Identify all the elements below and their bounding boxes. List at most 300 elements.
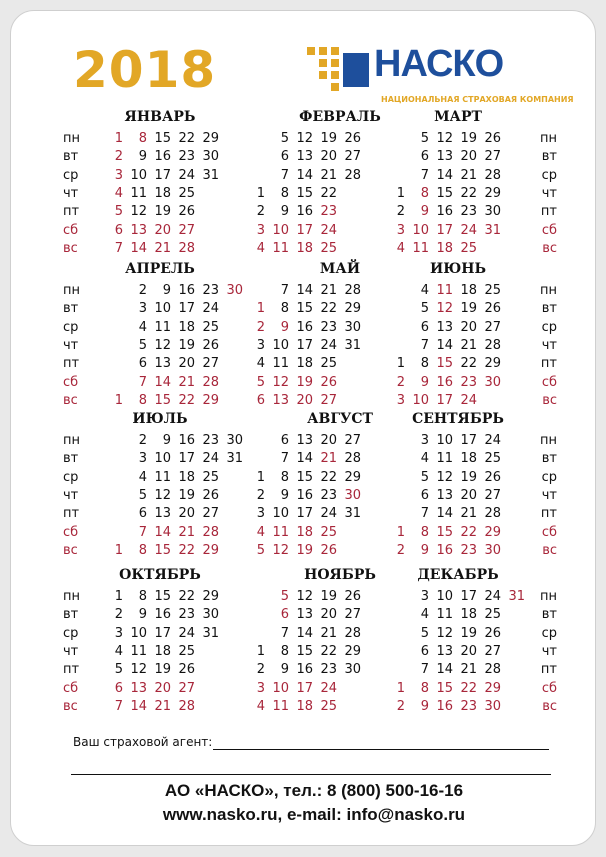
calendar-day: 23 [178,607,195,623]
calendar-day: 28 [178,698,195,714]
calendar-day: 2 [256,487,265,503]
calendar-day: 11 [272,698,289,714]
calendar-day: 23 [460,204,477,220]
weekday-label: сб [63,524,79,540]
calendar-day: 31 [202,625,219,641]
calendar-day: 30 [484,542,501,558]
calendar-day: 13 [296,433,313,448]
calendar-day: 10 [272,222,289,238]
weekday-label: пн [540,433,557,448]
calendar-day: 12 [436,625,453,641]
calendar-day: 21 [320,283,337,298]
calendar-day: 15 [154,589,171,604]
weekday-label: чт [541,185,557,201]
calendar-day: 22 [178,589,195,604]
calendar-day: 14 [130,698,147,714]
calendar-day: 14 [154,524,171,540]
calendar-day: 2 [138,283,147,298]
calendar-day: 29 [344,469,361,485]
calendar-day: 2 [396,698,405,714]
calendar-day: 11 [154,319,171,335]
calendar-day: 1 [396,356,405,372]
calendar-day: 22 [460,185,477,201]
calendar-day: 25 [484,607,501,623]
calendar-day: 15 [154,542,171,558]
calendar-day: 10 [272,506,289,522]
calendar-day: 30 [344,319,361,335]
calendar-day: 15 [296,643,313,659]
calendar-day: 4 [114,643,123,659]
month-name: НОЯБРЬ [304,567,376,583]
weekday-label: вс [542,698,557,714]
calendar-day: 18 [296,698,313,714]
month-name: АВГУСТ [307,411,373,427]
calendar-day: 29 [484,680,501,696]
calendar-day: 17 [178,451,195,467]
calendar-day: 2 [396,204,405,220]
calendar-day: 31 [484,222,501,238]
weekday-label: вт [541,607,557,623]
calendar-day: 22 [178,392,195,408]
calendar-day: 15 [296,301,313,317]
calendar-day: 10 [272,337,289,353]
calendar-day: 13 [436,319,453,335]
weekday-label: ср [63,469,79,485]
weekday-label: вс [542,392,557,408]
year-title: 2018 [73,41,217,99]
calendar-day: 17 [296,680,313,696]
calendar-day: 19 [296,542,313,558]
weekday-label: вт [541,149,557,165]
weekday-label: чт [63,487,79,503]
calendar-day: 3 [396,392,405,408]
calendar-day: 8 [280,469,289,485]
calendar-day: 14 [296,283,313,298]
calendar-day: 13 [436,487,453,503]
calendar-day: 1 [396,524,405,540]
calendar-day: 26 [484,131,501,146]
calendar-day: 4 [256,698,265,714]
calendar-day: 26 [484,301,501,317]
calendar-day: 8 [138,392,147,408]
calendar-day: 5 [420,469,429,485]
calendar-day: 24 [320,222,337,238]
calendar-day: 13 [130,680,147,696]
calendar-day: 18 [296,524,313,540]
calendar-day: 28 [484,662,501,678]
calendar-day: 6 [280,149,289,165]
calendar-day: 6 [280,433,289,448]
calendar-day: 13 [296,607,313,623]
weekday-label: вс [63,698,78,714]
weekday-label: пн [540,589,557,604]
calendar-day: 16 [178,283,195,298]
calendar-day: 6 [420,149,429,165]
calendar-day: 5 [114,662,123,678]
weekday-label: сб [63,222,79,238]
calendar-day: 12 [296,589,313,604]
agent-signature-line [213,749,549,750]
calendar-day: 22 [320,301,337,317]
calendar-day: 21 [460,506,477,522]
calendar-day: 20 [460,643,477,659]
calendar-day: 10 [412,222,429,238]
calendar-day: 2 [114,149,123,165]
month-block [383,109,558,259]
calendar-day: 9 [420,542,429,558]
calendar-day: 6 [256,392,265,408]
weekday-label: пт [63,356,80,372]
calendar-day: 13 [436,149,453,165]
calendar-day: 28 [484,506,501,522]
calendar-day: 30 [344,487,361,503]
calendar-day: 29 [344,643,361,659]
month-block [63,411,243,561]
calendar-day: 30 [226,283,243,298]
weekday-label: пт [63,662,80,678]
weekday-label: чт [541,487,557,503]
calendar-day: 20 [460,487,477,503]
calendar-day: 17 [154,167,171,183]
month-name: ДЕКАБРЬ [417,567,499,583]
weekday-label: ср [63,625,79,641]
calendar-day: 29 [484,524,501,540]
calendar-day: 10 [130,167,147,183]
calendar-day: 13 [154,356,171,372]
calendar-day: 9 [280,319,289,335]
calendar-day: 28 [344,625,361,641]
calendar-day: 23 [460,542,477,558]
calendar-day: 13 [272,392,289,408]
calendar-day: 21 [460,167,477,183]
calendar-day: 27 [202,506,219,522]
month-block [63,109,238,259]
calendar-day: 17 [436,222,453,238]
calendar-day: 25 [178,185,195,201]
calendar-day: 23 [202,283,219,298]
calendar-day: 19 [178,337,195,353]
calendar-day: 10 [412,392,429,408]
calendar-day: 2 [256,319,265,335]
calendar-day: 5 [280,131,289,146]
calendar-day: 3 [396,222,405,238]
calendar-day: 6 [420,643,429,659]
calendar-day: 7 [420,506,429,522]
calendar-day: 29 [484,356,501,372]
calendar-day: 25 [320,240,337,256]
calendar-day: 28 [484,167,501,183]
calendar-day: 24 [320,506,337,522]
calendar-day: 19 [154,204,171,220]
calendar-day: 1 [114,131,123,146]
calendar-day: 1 [256,469,265,485]
calendar-day: 1 [256,185,265,201]
calendar-day: 17 [178,301,195,317]
calendar-day: 24 [460,222,477,238]
calendar-day: 21 [320,167,337,183]
calendar-day: 3 [138,301,147,317]
calendar-day: 23 [202,433,219,448]
calendar-day: 8 [420,680,429,696]
calendar-day: 1 [396,680,405,696]
calendar-day: 20 [178,356,195,372]
calendar-day: 21 [320,451,337,467]
calendar-day: 5 [280,589,289,604]
calendar-day: 2 [396,374,405,390]
weekday-label: вс [63,240,78,256]
calendar-card [10,10,596,846]
calendar-day: 18 [296,356,313,372]
calendar-day: 15 [436,185,453,201]
weekday-label: ср [541,167,557,183]
calendar-day: 15 [154,131,171,146]
calendar-day: 20 [460,149,477,165]
calendar-day: 3 [114,625,123,641]
calendar-day: 12 [272,374,289,390]
calendar-day: 5 [256,542,265,558]
calendar-day: 6 [280,607,289,623]
calendar-day: 28 [344,167,361,183]
calendar-day: 8 [138,131,147,146]
calendar-day: 11 [272,240,289,256]
calendar-day: 18 [436,240,453,256]
calendar-day: 3 [420,433,429,448]
calendar-day: 27 [178,680,195,696]
month-name: ИЮНЬ [429,261,487,277]
calendar-day: 16 [436,542,453,558]
calendar-day: 7 [420,662,429,678]
weekday-label: вт [541,301,557,317]
weekday-label: пн [63,131,80,146]
calendar-day: 15 [296,185,313,201]
calendar-day: 25 [484,283,501,298]
calendar-day: 21 [154,698,171,714]
month-name: ЯНВАРЬ [124,109,196,125]
calendar-day: 17 [296,337,313,353]
calendar-day: 3 [256,680,265,696]
calendar-day: 12 [436,131,453,146]
calendar-day: 20 [154,680,171,696]
weekday-label: сб [541,374,557,390]
calendar-day: 14 [296,167,313,183]
calendar-day: 27 [484,487,501,503]
calendar-day: 1 [114,542,123,558]
calendar-day: 30 [484,204,501,220]
calendar-day: 8 [420,185,429,201]
calendar-day: 25 [484,451,501,467]
calendar-day: 17 [154,625,171,641]
calendar-day: 26 [320,374,337,390]
calendar-day: 14 [436,337,453,353]
calendar-day: 24 [484,433,501,448]
calendar-day: 6 [420,487,429,503]
calendar-day: 23 [320,319,337,335]
calendar-day: 8 [280,185,289,201]
calendar-day: 18 [178,469,195,485]
calendar-day: 3 [256,222,265,238]
calendar-day: 29 [344,301,361,317]
calendar-day: 10 [154,451,171,467]
calendar-day: 30 [484,374,501,390]
month-name: ОКТЯБРЬ [119,567,201,583]
calendar-day: 31 [344,506,361,522]
calendar-day: 11 [436,283,453,298]
calendar-day: 13 [436,643,453,659]
calendar-day: 10 [436,433,453,448]
calendar-day: 17 [296,222,313,238]
calendar-day: 9 [162,433,171,448]
weekday-label: пн [63,283,80,298]
calendar-day: 11 [436,607,453,623]
calendar-day: 24 [460,392,477,408]
calendar-day: 3 [256,337,265,353]
calendar-day: 7 [280,167,289,183]
calendar-day: 23 [320,487,337,503]
calendar-day: 2 [396,542,405,558]
weekday-label: пн [540,131,557,146]
calendar-day: 20 [178,506,195,522]
calendar-day: 17 [436,392,453,408]
calendar-day: 3 [114,167,123,183]
month-block [383,261,558,411]
calendar-day: 1 [256,301,265,317]
calendar-day: 20 [154,222,171,238]
calendar-day: 20 [320,607,337,623]
calendar-day: 7 [420,337,429,353]
calendar-day: 16 [296,662,313,678]
weekday-label: чт [63,337,79,353]
calendar-day: 12 [436,301,453,317]
weekday-label: чт [541,643,557,659]
calendar-day: 14 [436,167,453,183]
calendar-day: 3 [138,451,147,467]
calendar-day: 22 [460,524,477,540]
calendar-day: 29 [202,542,219,558]
agent-label: Ваш страховой агент: [73,735,213,749]
calendar-day: 4 [420,283,429,298]
calendar-day: 20 [296,392,313,408]
calendar-day: 25 [320,356,337,372]
calendar-day: 14 [436,662,453,678]
calendar-day: 26 [344,131,361,146]
calendar-day: 12 [296,131,313,146]
calendar-day: 4 [138,319,147,335]
weekday-label: сб [541,524,557,540]
calendar-day: 6 [114,222,123,238]
calendar-day: 9 [280,487,289,503]
calendar-day: 7 [280,625,289,641]
weekday-label: пт [540,662,557,678]
month-block [63,261,243,411]
calendar-day: 7 [280,283,289,298]
calendar-day: 12 [154,337,171,353]
weekday-label: вс [63,542,78,558]
weekday-label: вс [63,392,78,408]
calendar-day: 9 [162,283,171,298]
calendar-day: 29 [202,131,219,146]
calendar-day: 7 [138,374,147,390]
calendar-day: 16 [296,204,313,220]
month-name: ФЕВРАЛЬ [299,109,381,125]
weekday-label: пт [63,506,80,522]
calendar-day: 27 [344,433,361,448]
calendar-day: 28 [178,240,195,256]
month-name: МАРТ [434,109,482,125]
weekday-label: чт [541,337,557,353]
calendar-day: 27 [344,607,361,623]
separator-line [71,774,551,775]
calendar-day: 18 [460,283,477,298]
calendar-day: 12 [130,204,147,220]
weekday-label: пт [540,204,557,220]
calendar-day: 11 [130,643,147,659]
calendar-day: 22 [460,356,477,372]
calendar-day: 6 [138,506,147,522]
calendar-day: 23 [320,204,337,220]
calendar-day: 15 [154,392,171,408]
calendar-day: 26 [484,625,501,641]
calendar-day: 11 [272,356,289,372]
calendar-day: 18 [154,643,171,659]
calendar-day: 5 [138,337,147,353]
calendar-day: 2 [256,204,265,220]
calendar-day: 13 [130,222,147,238]
calendar-day: 24 [320,680,337,696]
calendar-day: 4 [420,451,429,467]
calendar-day: 31 [202,167,219,183]
calendar-day: 14 [296,451,313,467]
calendar-day: 2 [138,433,147,448]
calendar-day: 9 [420,698,429,714]
calendar-day: 5 [138,487,147,503]
calendar-day: 20 [320,433,337,448]
month-block [383,411,558,561]
calendar-day: 19 [460,301,477,317]
month-name: АПРЕЛЬ [125,261,195,277]
calendar-day: 11 [130,185,147,201]
weekday-label: пн [63,433,80,448]
calendar-day: 4 [138,469,147,485]
weekday-label: ср [63,167,79,183]
weekday-label: пт [540,356,557,372]
calendar-day: 9 [420,204,429,220]
calendar-day: 31 [226,451,243,467]
calendar-day: 30 [226,433,243,448]
calendar-day: 2 [256,662,265,678]
calendar-day: 19 [320,131,337,146]
calendar-day: 10 [436,589,453,604]
company-logo [307,43,574,115]
calendar-day: 26 [178,204,195,220]
calendar-day: 26 [320,542,337,558]
calendar-day: 25 [178,643,195,659]
calendar-day: 7 [138,524,147,540]
calendar-day: 1 [256,643,265,659]
calendar-day: 15 [296,469,313,485]
calendar-day: 21 [178,524,195,540]
calendar-day: 22 [320,469,337,485]
calendar-day: 26 [178,662,195,678]
calendar-day: 7 [114,698,123,714]
calendar-day: 16 [178,433,195,448]
calendar-day: 24 [484,589,501,604]
calendar-day: 4 [256,240,265,256]
calendar-day: 26 [484,469,501,485]
weekday-label: вс [542,240,557,256]
calendar-day: 7 [420,167,429,183]
calendar-day: 5 [420,131,429,146]
calendar-day: 19 [154,662,171,678]
